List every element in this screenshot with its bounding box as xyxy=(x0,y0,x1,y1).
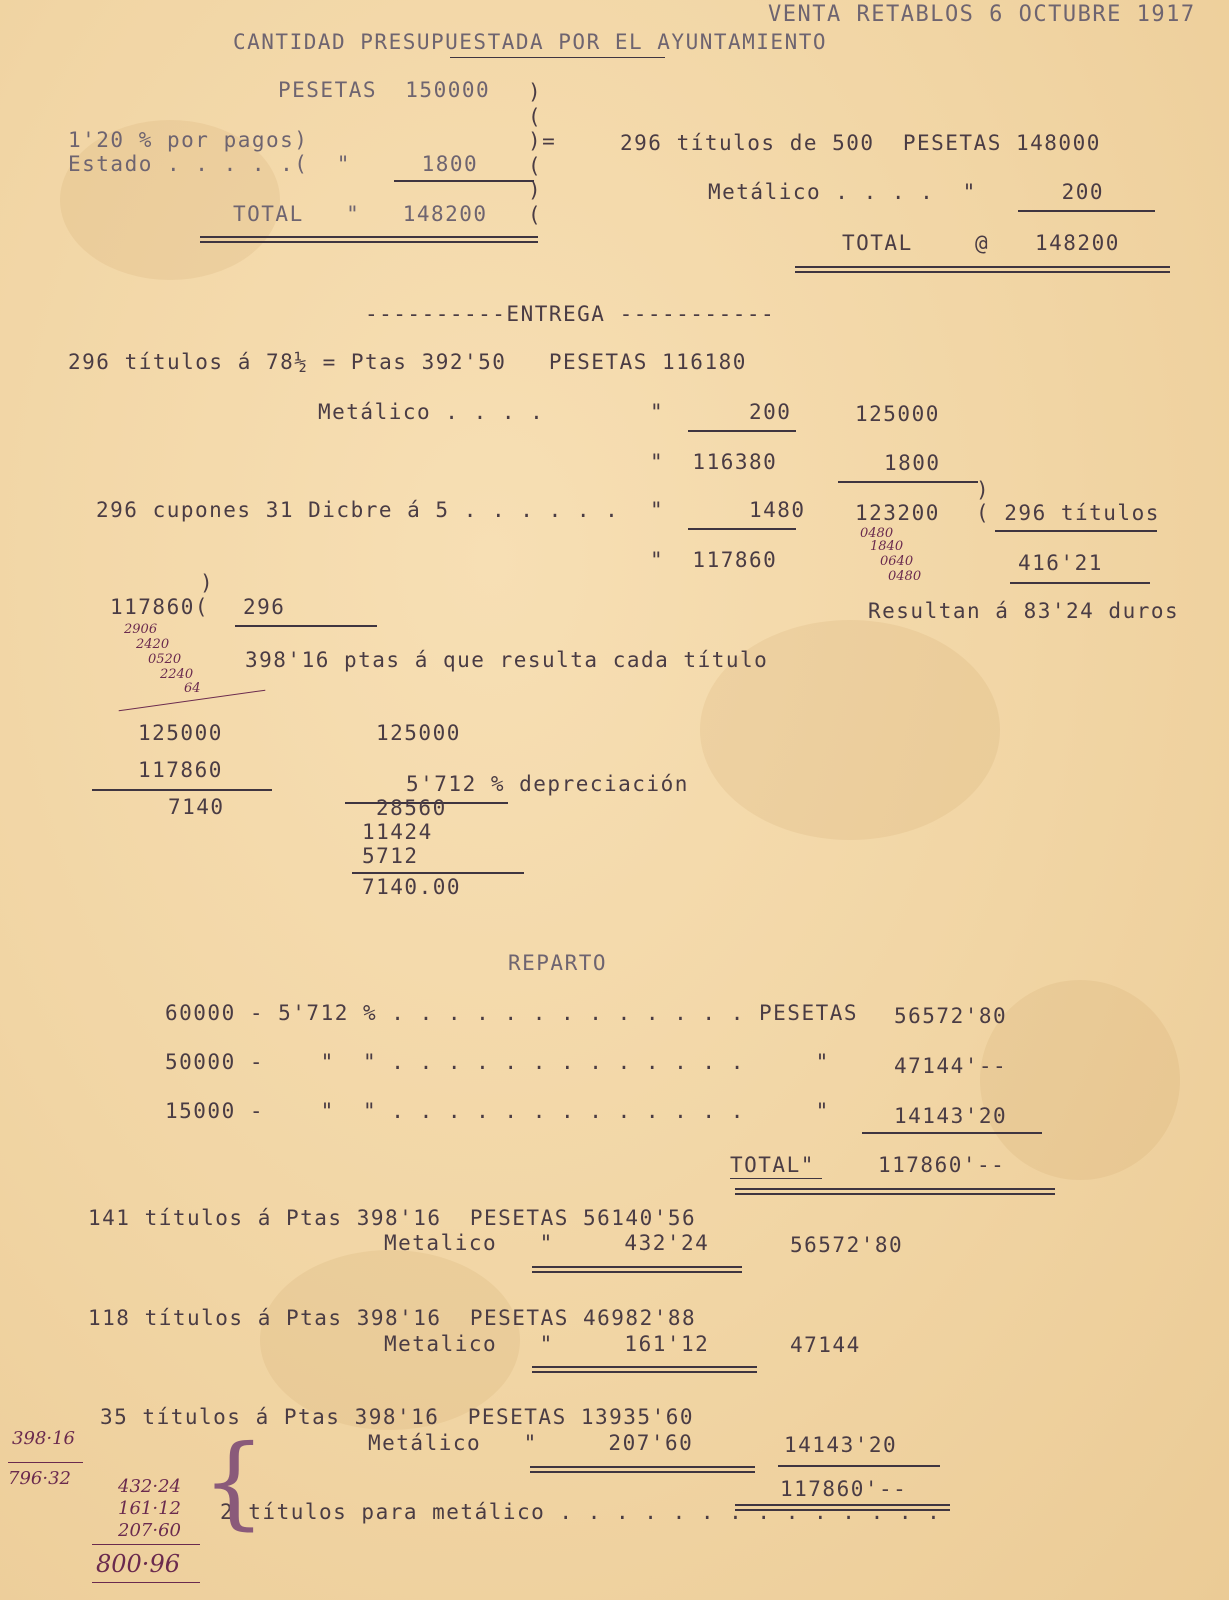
bracket-column: ) ( )= ( ) ( xyxy=(528,80,557,227)
calc-c: 7140 xyxy=(168,795,225,819)
handwritten-stroke xyxy=(92,1544,200,1545)
lote-line: 118 títulos á Ptas 398'16 PESETAS 46982'88 xyxy=(88,1306,697,1330)
entrega-sub2: " 117860 xyxy=(650,548,778,572)
handwritten-division-step: 0480 xyxy=(888,569,922,584)
right-a: 125000 xyxy=(855,402,940,426)
entrega-metalico-value: " 200 xyxy=(650,400,792,424)
handwritten-stroke xyxy=(8,1462,83,1463)
reparto-heading: REPARTO xyxy=(508,951,608,975)
final-sum-total: 117860'-- xyxy=(780,1477,908,1501)
cupones-value: " 1480 xyxy=(650,498,806,522)
handwritten-division-step: 2240 xyxy=(160,667,194,682)
lote-line: 35 títulos á Ptas 398'16 PESETAS 13935'60 xyxy=(100,1405,695,1429)
final-metalico-line: 2 títulos para metálico . . . . . . . . . . . . . . xyxy=(220,1500,942,1524)
entrega-underline-2 xyxy=(688,528,796,530)
reparto-row-value: 56572'80 xyxy=(894,1004,1008,1028)
entrega-underline-1 xyxy=(688,430,796,432)
right-underline xyxy=(838,481,978,483)
cupones-label: 296 cupones 31 Dicbre á 5 . . . . . . xyxy=(96,498,620,522)
reparto-row-value: 47144'-- xyxy=(894,1054,1008,1078)
titulos-line: 296 títulos de 500 PESETAS 148000 xyxy=(620,131,1101,155)
calc-dividend: 117860( xyxy=(110,595,210,619)
div-result-underline xyxy=(1010,582,1150,584)
div-underline xyxy=(995,530,1157,532)
lote-double-rule xyxy=(532,1366,757,1373)
lote-sum: 14143'20 xyxy=(784,1433,898,1457)
reparto-row-left: 15000 - " " . . . . . . . . . . . . . " xyxy=(165,1099,830,1123)
handwritten-division-step: 0480 xyxy=(860,526,894,541)
lote-metalico: Metalico " 161'12 xyxy=(384,1332,710,1356)
handwritten-sum-item: 161·12 xyxy=(118,1498,181,1519)
handwritten-margin-note: 398·16 xyxy=(12,1428,75,1449)
dep-c: 11424 xyxy=(362,820,433,844)
calc-divisor-underline xyxy=(235,625,377,627)
lote-sum: 56572'80 xyxy=(790,1233,904,1257)
lote-sum-underline xyxy=(778,1465,940,1467)
calc-divisor: 296 xyxy=(243,595,286,619)
lote-metalico: Metálico " 207'60 xyxy=(368,1431,694,1455)
total2-value: 148200 xyxy=(1035,231,1120,255)
date-line: VENTA RETABLOS 6 OCTUBRE 1917 xyxy=(768,2,1196,27)
handwritten-division-step: 0520 xyxy=(148,652,182,667)
handwritten-sum-total: 800·96 xyxy=(96,1550,180,1578)
handwritten-margin-note: 796·32 xyxy=(8,1468,71,1489)
title-underline xyxy=(450,57,665,58)
entrega-sub1: " 116380 xyxy=(650,450,778,474)
total2-double-rule xyxy=(795,266,1170,273)
dep-d: 5712 xyxy=(362,844,419,868)
dep-b: 28560 xyxy=(376,796,447,820)
right-c: 123200 xyxy=(855,501,940,525)
lote-double-rule xyxy=(530,1466,755,1473)
total2-mark: @ xyxy=(975,231,990,255)
dep-underline-2 xyxy=(352,872,524,874)
handwritten-division-step: 2420 xyxy=(136,637,170,652)
dep-e: 7140.00 xyxy=(362,875,462,899)
metalico-underline xyxy=(1018,210,1155,212)
total2-label: TOTAL xyxy=(842,231,913,255)
reparto-total-label: TOTAL" xyxy=(730,1153,815,1177)
calc-bracket: ) xyxy=(200,571,215,595)
right-b: 1800 xyxy=(884,451,941,475)
calc-result: 398'16 ptas á que resulta cada título xyxy=(245,648,769,672)
handwritten-sum-item: 207·60 xyxy=(118,1520,181,1541)
lote-line: 141 títulos á Ptas 398'16 PESETAS 56140'56 xyxy=(88,1206,697,1230)
total-double-rule xyxy=(200,236,538,243)
total-line: TOTAL " 148200 xyxy=(233,202,488,226)
pagos-line: 1'20 % por pagos) xyxy=(68,128,309,152)
estado-underline xyxy=(394,180,534,182)
reparto-underline xyxy=(862,1132,1042,1134)
div-result: 416'21 xyxy=(1018,551,1103,575)
resultan-line: Resultan á 83'24 duros xyxy=(868,599,1180,623)
reparto-row-value: 14143'20 xyxy=(894,1104,1008,1128)
handwritten-division-step: 64 xyxy=(184,681,201,696)
div-label: ( 296 títulos xyxy=(976,501,1160,525)
estado-line: Estado . . . . .( " 1800 xyxy=(68,152,479,176)
dep-a: 125000 xyxy=(376,721,461,745)
paper-stain xyxy=(980,980,1180,1180)
page-title: CANTIDAD PRESUPUESTADA POR EL AYUNTAMIENTO xyxy=(233,30,828,54)
lote-metalico: Metalico " 432'24 xyxy=(384,1231,710,1255)
handwritten-division-step: 2906 xyxy=(124,622,158,637)
reparto-row-left: 60000 - 5'712 % . . . . . . . . . . . . . PESETAS xyxy=(165,1001,859,1025)
metalico-line: Metálico . . . . " 200 xyxy=(708,180,1105,204)
calc-b: 117860 xyxy=(138,758,223,782)
entrega-metalico-label: Metálico . . . . xyxy=(318,400,545,424)
calc-a: 125000 xyxy=(138,721,223,745)
handwritten-stroke xyxy=(92,1582,200,1583)
handwritten-sum-item: 432·24 xyxy=(118,1476,181,1497)
reparto-total-value: 117860'-- xyxy=(878,1153,1006,1177)
dep-rate: 5'712 % depreciación xyxy=(406,772,689,796)
lote-sum: 47144 xyxy=(790,1333,861,1357)
right-bracket: ) xyxy=(976,478,991,502)
pesetas-line: PESETAS 150000 xyxy=(278,78,491,102)
entrega-line1: 296 títulos á 78½ = Ptas 392'50 PESETAS 116180 xyxy=(68,350,747,374)
reparto-row-left: 50000 - " " . . . . . . . . . . . . . " xyxy=(165,1050,830,1074)
calc-b-underline xyxy=(92,789,272,791)
handwritten-division-step: 0640 xyxy=(880,554,914,569)
reparto-total-label-underline xyxy=(730,1178,822,1179)
reparto-double-rule xyxy=(735,1188,1055,1195)
handwritten-division-step: 1840 xyxy=(870,539,904,554)
lote-double-rule xyxy=(532,1266,742,1273)
handwritten-brace: { xyxy=(202,1423,266,1540)
entrega-heading: ----------ENTREGA ----------- xyxy=(365,302,776,326)
